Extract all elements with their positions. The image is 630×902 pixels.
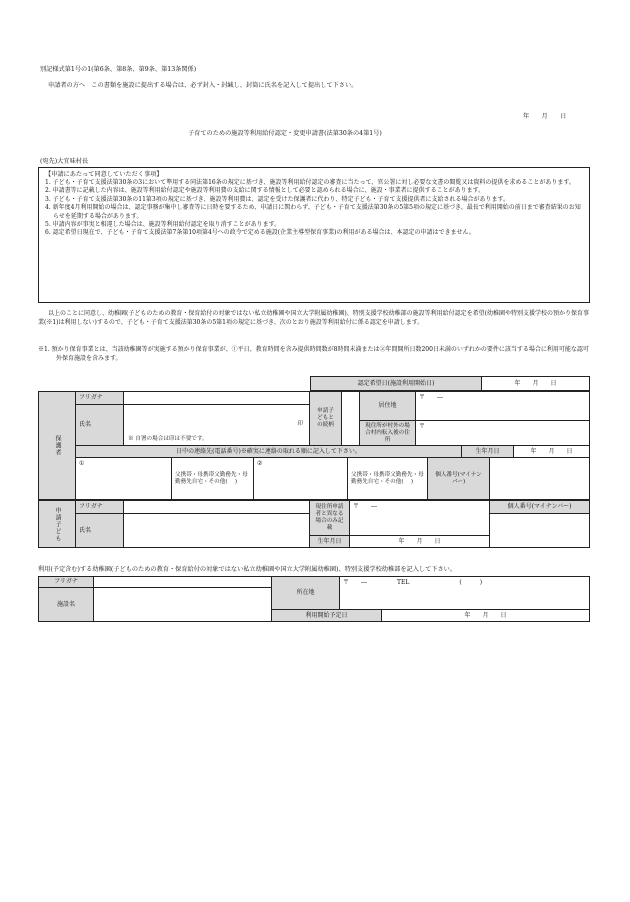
contact-label: 日中の連絡先(電話番号)※確実に連絡の取れる順に記入して下さい。 [76,446,462,458]
consent-list [45,179,583,238]
agreement-text: 以上のことに同意し、幼稚園(子どものための教育・保育給付の対象ではない私立幼稚園や国立大学附属幼稚園)、特別支援学校幼稚部の施設等利用給付認定を希望(幼稚園や特別支援学校の預かり保育事業(※1)は利用しない)するので、子ども・子育て支援法第30条の5第1項の規定に基づき、次のとおり施設等利用給付に係る認定を申請します。 [38,310,590,326]
consent-item: 5. 申請内容が事実と相違した場合は、施設等利用給付認定を取り消すことがあります。 [45,221,281,229]
footnote: ※1. 預かり保育事業とは、当該幼稚園等が実施する預かり保育事業が、①平日、教育時間を含み提供時間数が8時間未満または②年間開所日数200日未満のいずれかの要件に該当する場合に利用可能な認可外保育施設を含みます。 [38,346,589,362]
consent-item: 6. 認定希望日現在で、子ども・子育て支援法第7条第10項第4号への政令で定める施設(企業主導型保育事業)の利用がある場合は、本認定の申請はできません。 [45,229,475,237]
outside-address-label: 現住所が村外の場合村内転入後の住所 [360,421,416,446]
consent-item: 2. 申請書等に記載した内容は、施設等利用給付認定や施設等利用費の支給に関する情報として必要と認められる場合に、施設・事業者に提供することがあります。 [45,187,485,195]
child-mynumber-label: 個人番号(マイナンバー) [490,500,590,514]
facility-furigana-input[interactable] [94,576,272,588]
location-label: 所在地 [272,576,340,610]
address-label: 居住地 [360,391,416,421]
date-label: 年 月 日 [523,113,567,120]
start-date-label: 利用開始予定日 [272,610,382,622]
guardian-furigana-input[interactable] [124,391,310,405]
seal-mark: 印 [297,421,303,427]
consent-heading: 【申請にあたって同意していただく事項】 [45,171,163,178]
child-address-label: 現住所申請者と異なる場合のみ記載 [310,500,350,536]
name-label: 氏名 [76,405,124,446]
cert-date-label: 認定希望日(施設利用開始日) [310,376,482,391]
cert-date-field[interactable]: 年 月 日 [482,376,590,391]
child-furigana-label: フリガナ [76,500,124,514]
child-label: 申請子ども [38,500,76,548]
location-postal: 〒 ― [343,579,368,586]
guardian-label: 保護者 [38,391,76,500]
applicant-note: 申請者の方へ この書類を施設に提出する場合は、必ず封入・封緘し、封筒に氏名を記入して提出して下さい。 [48,82,358,89]
child-name-input[interactable] [124,514,310,548]
tel-parens: ( ) [459,579,483,586]
phone1-input[interactable]: ① [76,458,172,500]
relation-label: 申請子どもとの続柄 [310,391,342,446]
child-birth-input[interactable]: 年 月 日 [350,536,490,548]
start-date-input[interactable]: 年 月 日 [382,610,590,622]
child-name-label: 氏名 [76,514,124,548]
mynumber-label: 個人番号(マイナンバー) [428,458,490,500]
tel-label: TEL [397,579,410,586]
consent-box [38,167,590,303]
child-birth-label: 生年月日 [310,536,350,548]
location-input[interactable] [340,576,590,610]
sign-note: ※ 自署の場合は印は不要です。 [128,436,208,442]
facility-furigana-label: フリガナ [38,576,94,588]
page-title: 子育てのための施設等利用給付認定・変更申請書(法第30条の4第1号) [188,130,382,137]
child-furigana-input[interactable] [124,500,310,514]
address-input[interactable]: 〒 ― [416,391,590,421]
relation-input[interactable] [342,391,360,446]
phone2-input[interactable]: ② [254,458,348,500]
application-form [38,376,590,548]
facility-name-input[interactable] [94,588,272,622]
mynumber-input[interactable] [490,458,590,500]
birth-label: 生年月日 [462,446,514,458]
phone2-type[interactable]: 父携帯・母携帯父勤務先・母勤務先自宅・その他( ) [348,458,428,500]
facility-form [38,576,590,622]
birth-input[interactable]: 年 月 日 [514,446,590,458]
phone1-type[interactable]: 父携帯・母携帯父勤務先・母勤務先自宅・その他( ) [172,458,254,500]
guardian-name-input[interactable] [124,405,310,446]
addressee: (宛先)大宜味村長 [40,158,89,165]
furigana-label: フリガナ [76,391,124,405]
facility-name-label: 施設名 [38,588,94,622]
outside-address-input[interactable]: 〒 [416,421,590,446]
form-id: 別記様式第1号の1(第6条、第8条、第9条、第13条関係) [40,66,197,73]
consent-item: 4. 新年度4月利用開始の場合は、認定事務が集中し審査等に日時を要するため、申請日に関わらず、子ども・子育て支援法第30条の5第5項の規定に基づき、最長で利用開始の前日まで審査結果のお知らせを延期する場合があります。 [45,204,581,220]
consent-item: 3. 子ども・子育て支援法第30条の11第3項の規定に基づき、施設等利用費は、認定を受けた保護者に代わり、特定子ども・子育て支援提供者に支給される場合があります。 [45,195,510,203]
consent-item: 1. 子ども・子育て支援法第30条の3において準用する同法第16条の規定に基づき、施設等利用給付認定の審査に当たって、官公署に対し必要な文書の閲覧又は資料の提供を求めることがあります。 [45,179,575,186]
child-mynumber-input[interactable] [490,514,590,548]
child-address-input[interactable]: 〒 ― [350,500,490,536]
facility-intro: 利用(予定含む)する幼稚園(子どものための教育・保育給付の対象ではない私立幼稚園や国立大学附属幼稚園)、特別支援学校幼稚部を記入して下さい。 [38,566,457,573]
